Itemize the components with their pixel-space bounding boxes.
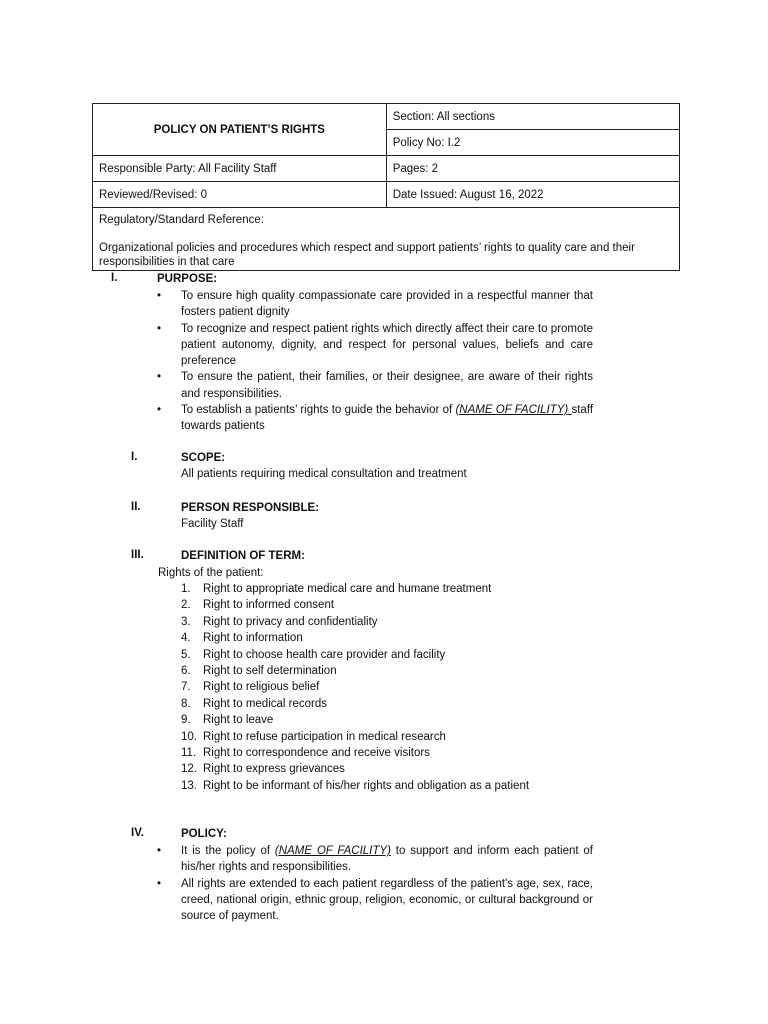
policy-bullet-list	[157, 843, 593, 924]
regulatory-reference-cell	[93, 208, 680, 271]
definition-heading: DEFINITION OF TERM:	[181, 550, 305, 562]
purpose-bullet-list	[157, 288, 593, 435]
section-cell: Section: All sections	[386, 104, 679, 130]
bullet-icon: •	[157, 877, 162, 890]
purpose-heading: PURPOSE:	[157, 273, 218, 285]
scope-text: All patients requiring medical consultation and treatment	[181, 468, 467, 480]
bullet-icon: •	[157, 322, 162, 335]
bullet-icon: •	[157, 371, 162, 384]
list-item: • To establish a patients’ rights to guide the behavior of (NAME OF FACILITY) staff towards patients	[157, 404, 594, 433]
list-item: 8. Right to medical records	[181, 697, 327, 710]
facility-name-placeholder: (NAME OF FACILITY)	[274, 845, 391, 857]
scope-numeral: I.	[131, 451, 138, 463]
rights-subheading: Rights of the patient:	[158, 567, 264, 579]
list-item: • To ensure high quality compassionate care provided in a respectful manner that fosters patient dignity	[157, 290, 593, 319]
bullet-icon: •	[157, 404, 162, 417]
bullet-icon: •	[157, 845, 162, 857]
list-item: 10. Right to refuse participation in medical research	[181, 730, 446, 743]
list-item: 13. Right to be informant of his/her rights and obligation as a patient	[181, 779, 530, 792]
purpose-numeral: I.	[111, 272, 118, 284]
reviewed-cell: Reviewed/Revised: 0	[93, 182, 387, 208]
list-item: 1. Right to appropriate medical care and humane treatment	[181, 583, 492, 595]
pages-cell: Pages: 2	[386, 156, 679, 182]
list-item: 7. Right to religious belief	[181, 681, 320, 694]
definition-numeral: III.	[131, 549, 144, 561]
date-issued-cell: Date Issued: August 16, 2022	[386, 182, 679, 208]
list-item: 5. Right to choose health care provider and facility	[181, 648, 446, 661]
policy-numeral: IV.	[131, 827, 145, 839]
list-item: 3. Right to privacy and confidentiality	[181, 615, 378, 628]
person-responsible-numeral: II.	[131, 501, 141, 513]
list-item: 2. Right to informed consent	[181, 599, 335, 612]
policy-title: POLICY ON PATIENT’S RIGHTS	[93, 104, 387, 156]
rights-list	[181, 581, 529, 794]
policy-no-cell: Policy No: I.2	[386, 130, 679, 156]
list-item: 4. Right to information	[181, 632, 303, 645]
list-item: • To ensure the patient, their families, or their designee, are aware of their rights and responsibilities.	[157, 371, 593, 400]
scope-heading: SCOPE:	[181, 452, 226, 464]
list-item: • All rights are extended to each patient regardless of the patient's age, sex, race, creed, national origin, ethnic group, religion, economic, or cultural background or source of payment.	[157, 877, 593, 923]
person-responsible-heading: PERSON RESPONSIBLE:	[181, 502, 320, 514]
list-item: 12. Right to express grievances	[181, 763, 345, 776]
list-item: • It is the policy of (NAME OF FACILITY) to support and inform each patient of his/her rights and responsibilities.	[157, 845, 593, 874]
person-responsible-text: Facility Staff	[181, 518, 244, 530]
regulatory-text: Organizational policies and procedures which respect and support patients’ rights to quality care and their responsibilities in that care	[99, 242, 635, 268]
list-item: 11. Right to correspondence and receive visitors	[181, 747, 430, 760]
policy-header-table	[92, 103, 680, 271]
policy-heading: POLICY:	[181, 828, 227, 840]
bullet-icon: •	[157, 290, 162, 302]
responsible-party-cell: Responsible Party: All Facility Staff	[93, 156, 387, 182]
facility-name-placeholder: (NAME OF FACILITY)	[455, 404, 572, 417]
list-item: 9. Right to leave	[181, 714, 274, 727]
list-item: 6. Right to self determination	[181, 665, 337, 678]
list-item: • To recognize and respect patient rights which directly affect their care to promote patient autonomy, dignity, and respect for personal values, beliefs and care preference	[157, 322, 593, 368]
regulatory-label: Regulatory/Standard Reference:	[99, 214, 264, 226]
